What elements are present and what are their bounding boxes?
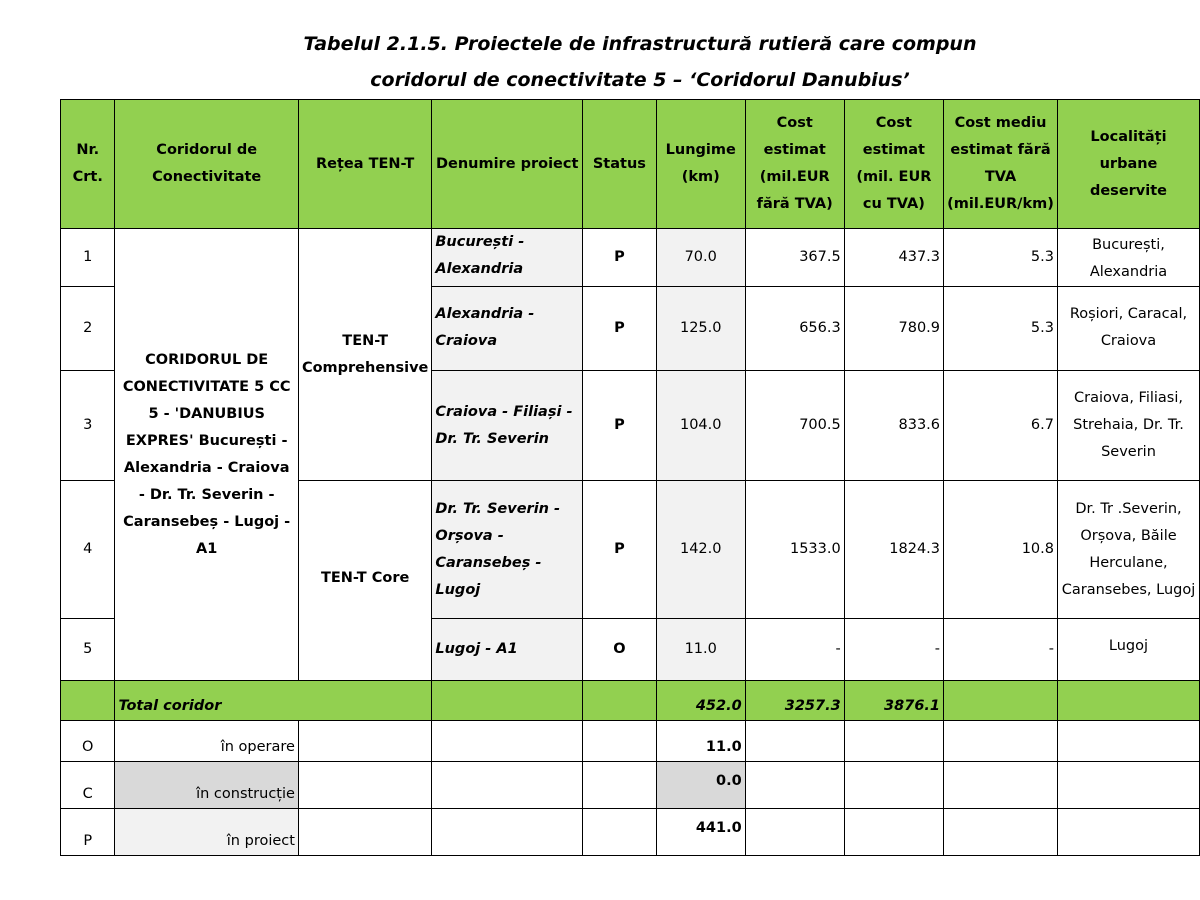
project-cost-incl: - (844, 619, 943, 681)
summary-length: 441.0 (656, 809, 745, 856)
project-name: Craiova - Filiași - Dr. Tr. Severin (432, 371, 583, 481)
project-cost-excl: 367.5 (745, 229, 844, 287)
summary-label: în proiect (115, 809, 298, 856)
summary-empty-cell (844, 762, 943, 809)
project-name: Alexandria - Craiova (432, 287, 583, 371)
project-length: 104.0 (656, 371, 745, 481)
project-cost-excl: 700.5 (745, 371, 844, 481)
summary-empty-cell (1057, 762, 1199, 809)
summary-empty-cell (432, 721, 583, 762)
summary-empty-cell (944, 809, 1058, 856)
project-cost-excl: 656.3 (745, 287, 844, 371)
project-status: O (583, 619, 657, 681)
summary-row (61, 762, 1200, 809)
project-cost-incl: 1824.3 (844, 481, 943, 619)
project-length: 11.0 (656, 619, 745, 681)
header-cost-fara-tva: Cost estimat (mil.EUR fără TVA) (745, 100, 844, 229)
project-cost-incl: 780.9 (844, 287, 943, 371)
summary-empty-cell (844, 721, 943, 762)
project-cost-incl: 437.3 (844, 229, 943, 287)
total-empty-cell (583, 681, 657, 721)
corridor-cell: CORIDORUL DE CONECTIVITATE 5 CC 5 - 'DANUBIUS EXPRES' București - Alexandria - Craiova - Dr. Tr. Severin - Caransebeș - Lugoj - A1 (115, 229, 298, 681)
project-name: Lugoj - A1 (432, 619, 583, 681)
summary-empty-cell (1057, 809, 1199, 856)
table-title-line1: Tabelul 2.1.5. Proiectele de infrastructură rutieră care compun (303, 33, 977, 55)
summary-label: în construcție (115, 762, 298, 809)
header-status: Status (583, 100, 657, 229)
summary-empty-cell (432, 809, 583, 856)
project-localities: Dr. Tr .Severin, Orșova, Băile Herculane, Caransebes, Lugoj (1057, 481, 1199, 619)
total-cost-incl: 3876.1 (844, 681, 943, 721)
project-length: 125.0 (656, 287, 745, 371)
project-name: București - Alexandria (432, 229, 583, 287)
summary-empty-cell (944, 762, 1058, 809)
table-row (61, 229, 1200, 287)
network-comprehensive: TEN-T Comprehensive (298, 229, 431, 481)
summary-empty-cell (1057, 721, 1199, 762)
summary-length: 11.0 (656, 721, 745, 762)
row-nr: 1 (61, 229, 115, 287)
project-status: P (583, 481, 657, 619)
project-localities: Lugoj (1057, 619, 1199, 681)
row-nr: 4 (61, 481, 115, 619)
summary-empty-cell (298, 809, 431, 856)
project-avg-cost: 10.8 (944, 481, 1058, 619)
project-length: 142.0 (656, 481, 745, 619)
summary-empty-cell (583, 762, 657, 809)
project-cost-incl: 833.6 (844, 371, 943, 481)
total-cost-excl: 3257.3 (745, 681, 844, 721)
project-localities: București, Alexandria (1057, 229, 1199, 287)
summary-code: O (61, 721, 115, 762)
total-label: Total coridor (115, 681, 432, 721)
project-length: 70.0 (656, 229, 745, 287)
header-lungime: Lungime (km) (656, 100, 745, 229)
project-status: P (583, 287, 657, 371)
summary-empty-cell (944, 721, 1058, 762)
total-empty-cell (61, 681, 115, 721)
project-status: P (583, 229, 657, 287)
network-core: TEN-T Core (298, 481, 431, 681)
project-localities: Craiova, Filiasi, Strehaia, Dr. Tr. Severin (1057, 371, 1199, 481)
summary-code: P (61, 809, 115, 856)
project-name: Dr. Tr. Severin - Orșova - Caransebeș - Lugoj (432, 481, 583, 619)
project-avg-cost: 6.7 (944, 371, 1058, 481)
summary-empty-cell (844, 809, 943, 856)
header-denumire: Denumire proiect (432, 100, 583, 229)
summary-empty-cell (298, 762, 431, 809)
total-empty-cell (944, 681, 1058, 721)
project-status: P (583, 371, 657, 481)
header-retea: Rețea TEN-T (298, 100, 431, 229)
summary-code: C (61, 762, 115, 809)
summary-row (61, 809, 1200, 856)
total-row (61, 681, 1200, 721)
header-cost-cu-tva: Cost estimat (mil. EUR cu TVA) (844, 100, 943, 229)
summary-empty-cell (432, 762, 583, 809)
header-coridor: Coridorul de Conectivitate (115, 100, 298, 229)
project-cost-excl: - (745, 619, 844, 681)
projects-table (60, 99, 1200, 856)
total-empty-cell (432, 681, 583, 721)
summary-empty-cell (745, 721, 844, 762)
summary-empty-cell (298, 721, 431, 762)
table-title-line2: coridorul de conectivitate 5 – ‘Coridorul Danubius’ (370, 69, 910, 91)
header-cost-mediu: Cost mediu estimat fără TVA (mil.EUR/km) (944, 100, 1058, 229)
project-cost-excl: 1533.0 (745, 481, 844, 619)
project-localities: Roșiori, Caracal, Craiova (1057, 287, 1199, 371)
project-avg-cost: 5.3 (944, 287, 1058, 371)
row-nr: 2 (61, 287, 115, 371)
header-nr: Nr. Crt. (61, 100, 115, 229)
summary-label: în operare (115, 721, 298, 762)
project-avg-cost: - (944, 619, 1058, 681)
total-empty-cell (1057, 681, 1199, 721)
summary-empty-cell (745, 809, 844, 856)
summary-empty-cell (583, 809, 657, 856)
row-nr: 3 (61, 371, 115, 481)
summary-length: 0.0 (656, 762, 745, 809)
project-avg-cost: 5.3 (944, 229, 1058, 287)
header-row (61, 100, 1200, 229)
total-length: 452.0 (656, 681, 745, 721)
summary-empty-cell (583, 721, 657, 762)
header-localitati: Localități urbane deservite (1057, 100, 1199, 229)
row-nr: 5 (61, 619, 115, 681)
summary-empty-cell (745, 762, 844, 809)
summary-row (61, 721, 1200, 762)
